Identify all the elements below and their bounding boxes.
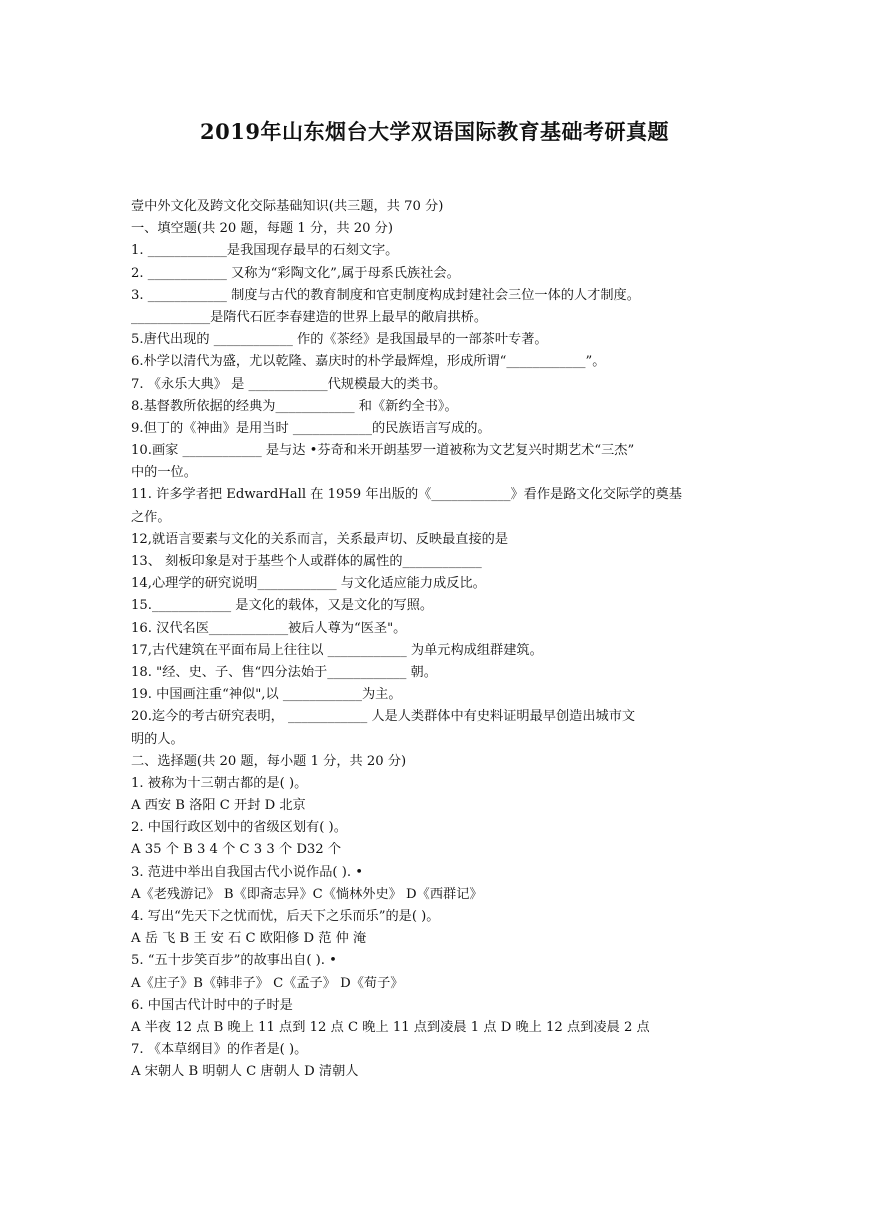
- question-line: 2. 中国行政区划中的省级区划有( )。: [131, 820, 347, 836]
- answer-options: A 岳 飞 B 王 安 石 C 欧阳修 D 范 仲 淹: [131, 931, 367, 947]
- question-line: 1. ____________是我国现存最早的石刻文字。: [131, 243, 399, 259]
- answer-options: A 35 个 B 3 4 个 C 3 3 个 D32 个: [131, 842, 342, 858]
- question-line: 14,心理学的研究说明____________ 与文化适应能力成反比。: [131, 576, 486, 592]
- question-line: 15.____________ 是文化的载体，又是文化的写照。: [131, 598, 434, 614]
- answer-options: A 半夜 12 点 B 晚上 11 点到 12 点 C 晚上 11 点到凌晨 1 点 D 晚上 12 点到凌晨 2 点: [131, 1019, 650, 1035]
- section-heading: 壹中外文化及跨文化交际基础知识(共三题，共 70 分): [131, 199, 444, 214]
- document-body: [131, 196, 746, 1084]
- question-line: 6. 中国古代计时中的子时是: [131, 997, 293, 1013]
- question-line: 11. 许多学者把 EdwardHall 在 1959 年出版的《____________》看作是路文化交际学的奠基: [131, 487, 682, 503]
- question-line: 9.但丁的《神曲》是用当时 ____________的民族语言写成的。: [131, 420, 491, 436]
- page-title: 2019年山东烟台大学双语国际教育基础考研真题: [200, 119, 669, 144]
- question-line: 8.基督教所依据的经典为____________ 和《新约全书》。: [131, 398, 458, 414]
- question-line: 2. ____________ 又称为“彩陶文化”,属于母系氏族社会。: [131, 265, 460, 281]
- question-line: 5. “五十步笑百步”的故事出自( ). •: [131, 953, 337, 969]
- question-line: 13、 刻板印象是对于基些个人或群体的属性的____________: [131, 554, 482, 569]
- question-line: ____________是隋代石匠李春建造的世界上最早的敞肩拱桥。: [131, 309, 488, 325]
- answer-options: A《老残游记》 B《即斋志异》C《惝林外史》 D《西群记》: [131, 886, 483, 902]
- question-line-continued: 中的一位。: [131, 465, 197, 481]
- question-line: 19. 中国画注重“神似",以 ____________为主。: [131, 687, 402, 703]
- question-line: 1. 被称为十三朝古都的是( )。: [131, 775, 308, 791]
- question-line: 18. "经、史、子、售“四分法始于____________ 朝。: [131, 664, 437, 680]
- answer-options: A《庄子》B《韩非子》 C《孟子》 D《荀子》: [131, 975, 404, 991]
- question-line: 17,古代建筑在平面布局上往往以 ____________ 为单元构成组群建筑。: [131, 642, 543, 658]
- question-line: 3. 范进中举出自我国古代小说作品( ). •: [131, 864, 364, 880]
- question-line: 12,就语言要素与文化的关系而言，关系最声切、反映最直接的是: [131, 531, 509, 547]
- part-heading-choice: 二、选择题(共 20 题，每小题 1 分，共 20 分): [131, 753, 407, 769]
- part-heading-fill-in: 一、填空题(共 20 题，每题 1 分，共 20 分): [131, 221, 394, 237]
- answer-options: A 宋朝人 B 明朝人 C 唐朝人 D 清朝人: [131, 1064, 359, 1080]
- question-line-continued: 明的人。: [131, 731, 184, 747]
- question-line: 4. 写出“先天下之忧而忧，后天下之乐而乐”的是( )。: [131, 909, 440, 924]
- question-line: 3. ____________ 制度与古代的教育制度和官吏制度构成封建社会三位一体的人才制度。: [131, 287, 640, 303]
- question-line: 16. 汉代名医____________被后人尊为“医圣"。: [131, 620, 407, 636]
- question-line: 6.朴学以清代为盛，尤以乾隆、嘉庆时的朴学最辉煌，形成所谓“____________”。: [131, 354, 606, 370]
- question-line: 7. 《本草纲目》的作者是( )。: [131, 1042, 308, 1058]
- question-line-continued: 之作。: [131, 509, 171, 525]
- question-line: 5.唐代出现的 ____________ 作的《茶经》是我国最早的一部茶叶专著。: [131, 332, 548, 348]
- answer-options: A 西安 B 洛阳 C 开封 D 北京: [131, 798, 306, 814]
- question-line: 7. 《永乐大典》 是 ____________代规模最大的类书。: [131, 376, 447, 392]
- question-line: 10.画家 ____________ 是与达 •芬奇和米开朗基罗一道被称为文艺复兴时期艺术“三杰”: [131, 443, 635, 459]
- question-line: 20.迄今的考古研究表明， ____________ 人是人类群体中有史料证明最早创造出城市文: [131, 709, 636, 725]
